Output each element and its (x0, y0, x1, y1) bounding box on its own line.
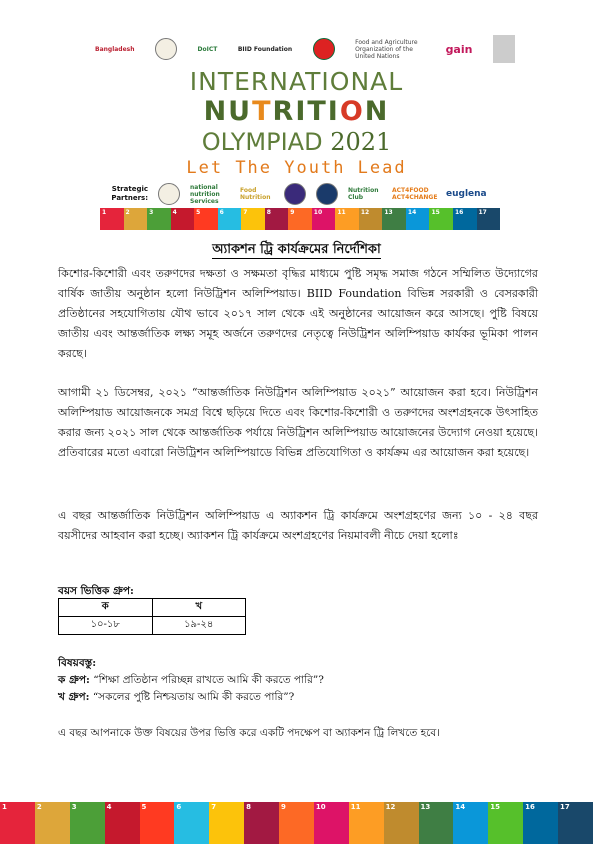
sdg-goal-6-tile: 6 (174, 802, 209, 844)
sdg-goal-2-tile: 2 (124, 208, 148, 230)
sdg-goal-12-tile: 12 (359, 208, 383, 230)
sdg-strip-top (100, 208, 500, 230)
sdg-goal-4-tile: 4 (105, 802, 140, 844)
partner-nns: national nutrition Services (190, 183, 220, 205)
sponsor-logo-row (95, 30, 515, 68)
sdg-goal-14-tile: 14 (406, 208, 430, 230)
partner-seal (158, 183, 180, 205)
biid-logo: BIID Foundation (237, 45, 293, 53)
partner-euglena: euglena (446, 188, 487, 199)
age-group-table (58, 598, 246, 635)
topic-group-b: খ গ্রুপ: “সকলের পুষ্টি নিশ্চয়তায় আমি কী করতে পারি”? (58, 691, 295, 703)
portrait-logo (493, 35, 515, 63)
table-row (59, 617, 246, 635)
sdg-goal-14-tile: 14 (453, 802, 488, 844)
sdg-goal-9-tile: 9 (288, 208, 312, 230)
tagline: Let The Youth Lead (186, 158, 407, 178)
sdg-goal-11-tile: 11 (335, 208, 359, 230)
sdg-goal-8-tile: 8 (244, 802, 279, 844)
partner-club: Nutrition Club (348, 187, 379, 201)
sdg-strip-bottom (0, 802, 593, 844)
topic-group-a: ক গ্রুপ: “শিক্ষা প্রতিষ্ঠান পরিচ্ছন্ন রাখতে আমি কী করতে পারি”? (58, 674, 324, 686)
olympiad-title (0, 68, 593, 180)
table-header-cell: খ (152, 599, 246, 617)
paragraph-event: আগামী ২১ ডিসেম্বর, ২০২১ “আন্তর্জাতিক নিউট্রিশন অলিম্পিয়াড ২০২১” আয়োজন করা হবে। নিউট্রিশন অলিম্পিয়াড আয়োজনকে সমগ্র বিশ্বে ছড়িয়ে দিতে এবং কিশোর-কিশোরী ও তরুণদের অংশগ্রহনকে উৎসাহিত করার জন্য ২০২১ সাল থেকে আন্তর্জাতিক পর্যায়ে নিউট্রিশন অলিম্পিয়াড আয়োজনের উদ্যোগ নেওয়া হয়েছে। প্রতিবারের মতো এবারো নিউট্রিশন অলিম্পিয়াডে বিভিন্ন প্রতিযোগিতা ও কার্যক্রম এর আয়োজন করা হয়েছে। (58, 386, 539, 459)
sdg-goal-16-tile: 16 (523, 802, 558, 844)
strategic-partners-row (108, 180, 508, 208)
tomato-glyph: O (339, 96, 365, 127)
sdg-goal-8-tile: 8 (265, 208, 289, 230)
partner-crest2 (316, 183, 338, 205)
bangladesh-logo: Bangladesh (95, 45, 135, 53)
doict-logo: DoICT (197, 45, 218, 53)
govt-bd-logo (313, 38, 335, 60)
sdg-goal-10-tile: 10 (314, 802, 349, 844)
partner-crest1 (284, 183, 306, 205)
gain-logo: gain (445, 42, 473, 56)
sdg-goal-9-tile: 9 (279, 802, 314, 844)
sdg-goal-16-tile: 16 (453, 208, 477, 230)
sdg-goal-17-tile: 17 (558, 802, 593, 844)
sdg-goal-6-tile: 6 (218, 208, 242, 230)
sdg-goal-10-tile: 10 (312, 208, 336, 230)
sdg-goal-7-tile: 7 (209, 802, 244, 844)
table-header-cell: ক (59, 599, 153, 617)
fao-logo: Food and Agriculture Organization of the United Nations (355, 38, 418, 60)
sdg-goal-15-tile: 15 (488, 802, 523, 844)
sdg-goal-11-tile: 11 (349, 802, 384, 844)
sdg-goal-1-tile: 1 (100, 208, 124, 230)
paragraph-intro: কিশোর-কিশোরী এবং তরুণদের দক্ষতা ও সক্ষমতা বৃদ্ধির মাধ্যমে পুষ্টি সমৃদ্ধ সমাজ গঠনে সম্মিলিত উদ্যোগের বার্ষিক জাতীয় অনুষ্ঠান হলো নিউট্রিশন অলিম্পিয়াড। BIID Foundation বিভিন্ন সরকারী ও বেসরকারী প্রতিষ্ঠানের সহযোগিতায় যৌথ ভাবে ২০১৭ সাল থেকে এই অনুষ্ঠানের আয়োজন করে আসছে। পুষ্টি বিষয়ে জাতীয় এবং আন্তর্জাতিক লক্ষ্য সমূহ অর্জনে তরুণদের নেতৃত্বে নিউট্রিশন অলিম্পিয়াড কার্যকর ভূমিকা পালন করছে। (58, 267, 538, 360)
sdg-goal-15-tile: 15 (429, 208, 453, 230)
sdg-goal-13-tile: 13 (382, 208, 406, 230)
title-line-2: NUTRITION (203, 96, 390, 127)
paragraph-invitation: এ বছর আন্তর্জাতিক নিউট্রিশন অলিম্পিয়াড এ অ্যাকশন ট্রি কার্যক্রমে অংশগ্রহণের জন্য ১০ - ২৪ বছর বয়সীদের আহবান করা হচ্ছে। অ্যাকশন ট্রি কার্যক্রমে অংশগ্রহণের নিয়মাবলী নীচে দেয়া হলোঃ (58, 509, 538, 542)
partner-food: Food Nutrition (240, 187, 271, 201)
doc-heading: অ্যাকশন ট্রি কার্যক্রমের নির্দেশিকা (212, 242, 381, 257)
title-line-3: OLYMPIAD 2021 (201, 128, 392, 156)
sdg-goal-13-tile: 13 (419, 802, 454, 844)
age-group-label: বয়স ভিত্তিক গ্রুপ: (58, 585, 134, 597)
sdg-goal-1-tile: 1 (0, 802, 35, 844)
sdg-goal-5-tile: 5 (140, 802, 175, 844)
sdg-goal-2-tile: 2 (35, 802, 70, 844)
topic-label: বিষয়বস্তু: (58, 657, 97, 669)
table-cell: ১৯-২৪ (152, 617, 246, 635)
sdg-goal-7-tile: 7 (241, 208, 265, 230)
sdg-goal-3-tile: 3 (70, 802, 105, 844)
title-line-1: INTERNATIONAL (189, 67, 404, 96)
sdg-goal-12-tile: 12 (384, 802, 419, 844)
sdg-goal-5-tile: 5 (194, 208, 218, 230)
table-row (59, 599, 246, 617)
sdg-goal-4-tile: 4 (171, 208, 195, 230)
sdg-goal-17-tile: 17 (477, 208, 501, 230)
carrot-glyph: T (252, 96, 273, 127)
table-cell: ১০-১৮ (59, 617, 153, 635)
final-instruction: এ বছর আপনাকে উক্ত বিষয়ের উপর ভিত্তি করে একটি পদক্ষেপ বা অ্যাকশন ট্রি লিখতে হবে। (58, 727, 440, 739)
partner-act4food: ACT4FOOD ACT4CHANGE (392, 187, 438, 201)
sdg-goal-3-tile: 3 (147, 208, 171, 230)
seal-logo (155, 38, 177, 60)
partners-label: Strategic Partners: (111, 185, 148, 202)
